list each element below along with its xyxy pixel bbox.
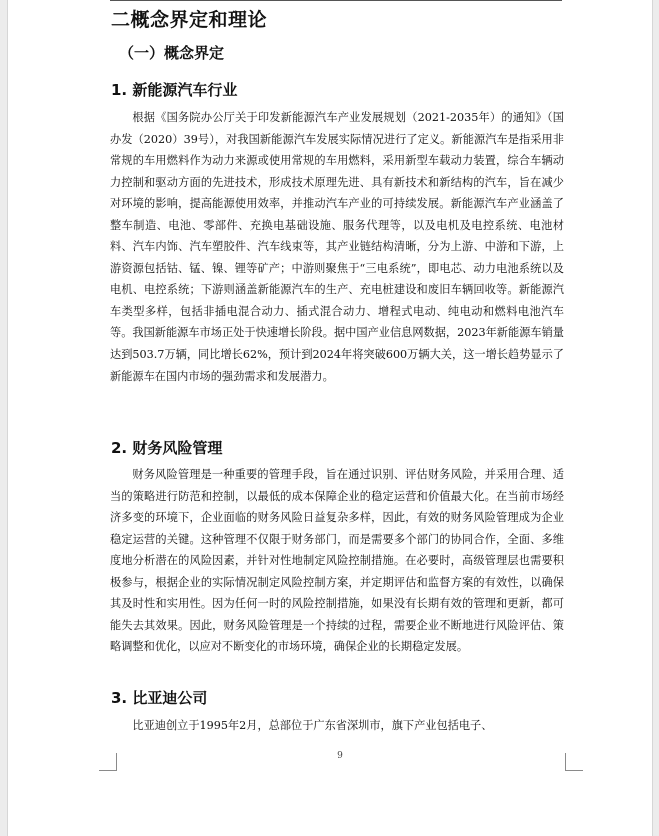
section-title: （一）概念界定 [119,44,225,62]
paragraph-financial-risk: 财务风险管理是一种重要的管理手段，旨在通过识别、评估财务风险，并采用合理、适当的策略进行防范和控制，以最低的成本保障企业的稳定运营和价值最大化。在当前市场经济多变的环境下，企业面临的财务风险日益复杂多样，因此，有效的财务风险管理成为企业稳定运营的关键。这种管理不仅限于财务部门，而是需要多个部门的协同合作，全面、多维度地分析潜在的风险因素，并针对性地制定风险控制措施。在必要时，高级管理层也需要积极参与，根据企业的实际情况制定风险控制方案，并定期评估和监督方案的有效性，以确保其及时性和实用性。因为任何一时的风险控制措施，如果没有长期有效的管理和更新，都可能失去其效果。因此，财务风险管理是一个持续的过程，需要企业不断地进行风险评估、策略调整和优化，以应对不断变化的市场环境，确保企业的长期稳定发展。 [110,468,564,654]
margin-mark-right [565,753,583,771]
paragraph-nev-industry: 根据《国务院办公厅关于印发新能源汽车产业发展规划（2021-2035年）的通知》（国办发（2020）39号），对我国新能源汽车发展实际情况进行了定义。新能源汽车是指采用非常规的车用燃料作为动力来源或使用常规的车用燃料，采用新型车载动力装置，综合车辆动力控制和驱动方面的先进技术，形成技术原理先进、具有新技术和新结构的汽车，旨在减少对环境的影响，提高能源使用效率，并推动汽车产业的可持续发展。新能源汽车产业涵盖了整车制造、电池、零部件、充换电基础设施、服务代理等，以及电机及电控系统、电池材料、汽车内饰、汽车塑胶件、汽车线束等，其产业链结构清晰，分为上游、中游和下游，上游资源包括钴、锰、镍、锂等矿产；中游则聚焦于“三电系统”，即电芯、动力电池系统以及电机、电控系统；下游则涵盖新能源汽车的生产、充电桩建设和废旧车辆回收等。新能源汽车类型多样，包括非插电混合动力、插式混合动力、增程式电动、纯电动和燃料电池汽车等。我国新能源车市场正处于快速增长阶段。据中国产业信息网数据，2023年新能源车销量达到503.7万辆，同比增长62%，预计到2024年将突破600万辆大关，这一增长趋势显示了新能源车在国内市场的强劲需求和发展潜力。 [110,111,564,383]
document-page [7,0,653,836]
subsection-title-nev-industry: 1. 新能源汽车行业 [111,81,238,99]
subsection-title-byd: 3. 比亚迪公司 [111,689,208,707]
header-rule [110,0,562,1]
paragraph-byd: 比亚迪创立于1995年2月，总部位于广东省深圳市，旗下产业包括电子、 [132,719,493,732]
page-number: 9 [337,751,343,761]
chapter-title: 二概念界定和理论 [111,9,268,31]
subsection-title-financial-risk: 2. 财务风险管理 [111,439,223,457]
margin-mark-left [99,753,117,771]
